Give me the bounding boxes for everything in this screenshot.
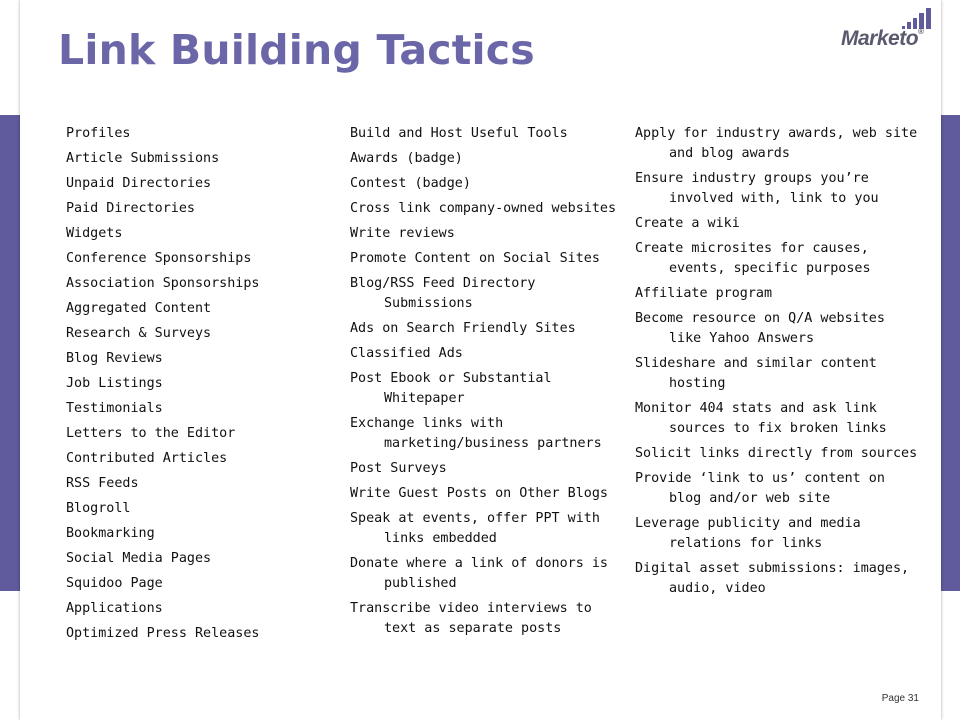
list-item: Association Sponsorships — [66, 276, 260, 291]
list-item: Contest (badge) — [350, 176, 471, 191]
right-accent-bar — [941, 115, 960, 591]
list-item: Job Listings — [66, 376, 163, 391]
list-item: Blog/RSS Feed Directory Submissions — [350, 276, 536, 311]
list-item: Post Surveys — [350, 461, 447, 476]
list-item: Social Media Pages — [66, 551, 212, 566]
list-item: Paid Directories — [66, 201, 195, 216]
list-item: Affiliate program — [635, 286, 773, 301]
list-item: Create microsites for causes, events, specific purposes — [635, 241, 871, 276]
list-item: Provide ‘link to us’ content on blog and/or web site — [635, 471, 885, 506]
list-item: Solicit links directly from sources — [635, 446, 918, 461]
list-item: Cross link company-owned websites — [350, 201, 617, 216]
list-item: Write Guest Posts on Other Blogs — [350, 486, 608, 501]
tactics-column-1 — [66, 124, 326, 649]
slide — [20, 0, 941, 720]
list-item: Speak at events, offer PPT with links embedded — [350, 511, 600, 546]
logo-name: Marketo — [841, 27, 919, 50]
list-item: Digital asset submissions: images, audio, video — [635, 561, 910, 596]
list-item: Optimized Press Releases — [66, 626, 260, 641]
list-item: Awards (badge) — [350, 151, 463, 166]
list-item: Applications — [66, 601, 163, 616]
list-item: Squidoo Page — [66, 576, 163, 591]
list-item: Classified Ads — [350, 346, 463, 361]
list-item: Transcribe video interviews to text as separate posts — [350, 601, 592, 636]
list-item: Article Submissions — [66, 151, 220, 166]
marketo-logo — [838, 7, 934, 51]
list-item: Widgets — [66, 226, 123, 241]
registered-mark: ® — [918, 27, 924, 36]
slide-title: Link Building Tactics — [58, 26, 535, 74]
list-item: Create a wiki — [635, 216, 740, 231]
list-item: Conference Sponsorships — [66, 251, 252, 266]
list-item: Letters to the Editor — [66, 426, 236, 441]
list-item: Monitor 404 stats and ask link sources to fix broken links — [635, 401, 887, 436]
list-item: Apply for industry awards, web site and blog awards — [635, 126, 918, 161]
list-item: Post Ebook or Substantial Whitepaper — [350, 371, 552, 406]
list-item: Exchange links with marketing/business partners — [350, 416, 602, 451]
list-item: Write reviews — [350, 226, 455, 241]
list-item: Become resource on Q/A websites like Yahoo Answers — [635, 311, 885, 346]
list-item: Build and Host Useful Tools — [350, 126, 568, 141]
logo-wordmark — [841, 27, 923, 51]
page-number: Page 31 — [881, 693, 919, 704]
tactics-column-2 — [350, 124, 620, 644]
list-item: Slideshare and similar content hosting — [635, 356, 877, 391]
tactics-column-3 — [635, 124, 920, 604]
left-accent-bar — [0, 115, 20, 591]
list-item: Unpaid Directories — [66, 176, 212, 191]
list-item: Bookmarking — [66, 526, 155, 541]
list-item: Ads on Search Friendly Sites — [350, 321, 576, 336]
list-item: Research & Surveys — [66, 326, 212, 341]
list-item: Ensure industry groups you’re involved with, link to you — [635, 171, 879, 206]
list-item: Blogroll — [66, 501, 131, 516]
list-item: Testimonials — [66, 401, 163, 416]
list-item: Promote Content on Social Sites — [350, 251, 600, 266]
list-item: Donate where a link of donors is published — [350, 556, 608, 591]
list-item: Profiles — [66, 126, 131, 141]
list-item: RSS Feeds — [66, 476, 139, 491]
list-item: Leverage publicity and media relations for links — [635, 516, 861, 551]
list-item: Aggregated Content — [66, 301, 212, 316]
list-item: Contributed Articles — [66, 451, 228, 466]
list-item: Blog Reviews — [66, 351, 163, 366]
